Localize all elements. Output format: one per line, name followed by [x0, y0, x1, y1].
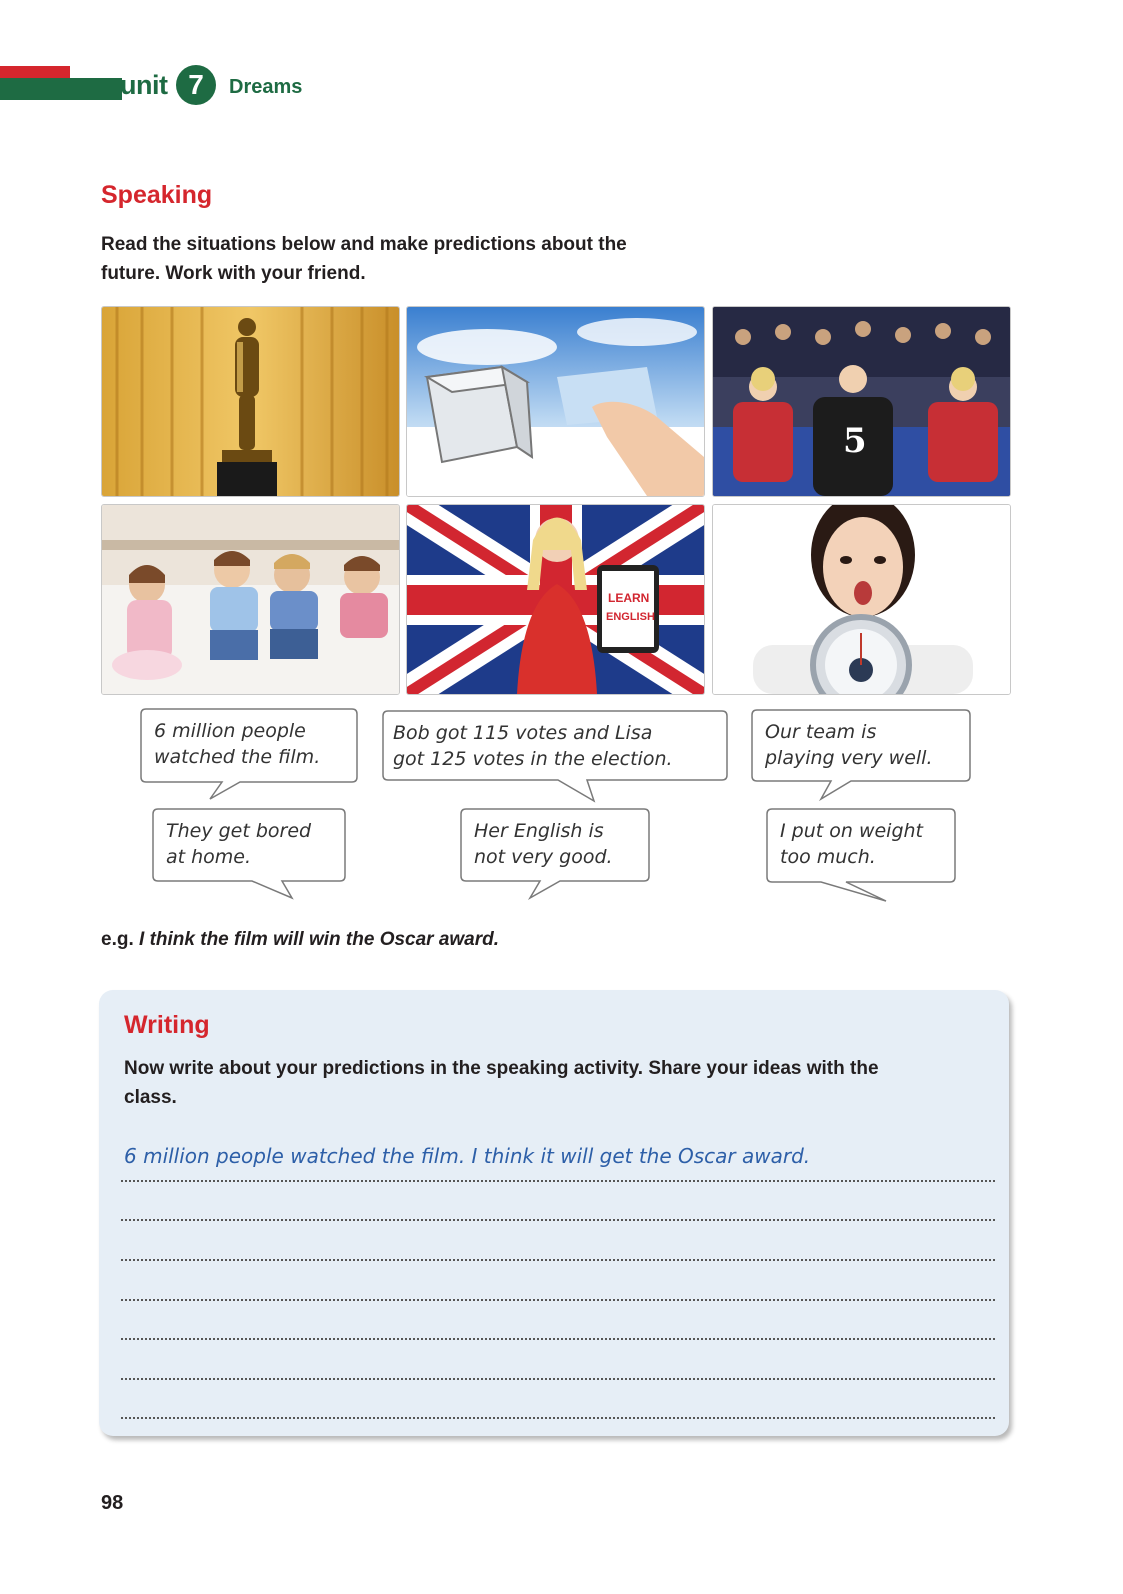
writing-heading: Writing [124, 1011, 210, 1039]
photo-bored-children [101, 504, 400, 695]
bubble-text: They get bored at home. [166, 820, 312, 868]
header-green-bar [0, 78, 122, 100]
jersey-number: 5 [843, 421, 867, 461]
unit-number-badge: 7 [176, 65, 216, 105]
unit-label: unit [120, 70, 168, 100]
speech-bubble [751, 709, 971, 801]
learn-text-line1: LEARN [608, 591, 650, 605]
writing-line[interactable] [121, 1338, 995, 1340]
speech-bubble [140, 708, 358, 800]
unit-title: Dreams [229, 76, 303, 98]
writing-line[interactable] [121, 1417, 995, 1419]
example-sentence [101, 929, 499, 951]
writing-line[interactable] [121, 1219, 995, 1221]
example-prefix: e.g. [101, 929, 134, 950]
page-number: 98 [101, 1492, 124, 1514]
photo-learn-english-girl [406, 504, 705, 695]
bubble-text: I put on weight too much. [780, 820, 924, 868]
learn-text-line2: ENGLISH [606, 611, 655, 623]
writing-line[interactable] [121, 1259, 995, 1261]
photo-woman-on-scale [712, 504, 1011, 695]
speaking-instruction: Read the situations below and make predictions about the future. Work with your friend. [101, 234, 627, 284]
speech-bubble [460, 808, 650, 900]
writing-line[interactable] [121, 1299, 995, 1301]
bubble-text: 6 million people watched the film. [154, 720, 321, 768]
writing-instruction: Now write about your predictions in the speaking activity. Share your ideas with the class. [124, 1058, 879, 1108]
writing-line[interactable] [121, 1180, 995, 1182]
photo-oscar-statue [101, 306, 400, 497]
speaking-heading: Speaking [101, 181, 213, 209]
photo-handball-team [712, 306, 1011, 497]
writing-line[interactable] [121, 1378, 995, 1380]
bubble-text: Bob got 115 votes and Lisa got 125 votes in the election. [393, 722, 673, 770]
photo-ballot-box [406, 306, 705, 497]
example-text: I think the film will win the Oscar award. [139, 929, 500, 950]
bubble-text: Her English is not very good. [474, 820, 613, 868]
writing-answer[interactable]: 6 million people watched the film. I think it will get the Oscar award. [124, 1144, 811, 1168]
bubble-text: Our team is playing very well. [765, 721, 933, 769]
speech-bubble [766, 808, 956, 904]
speech-bubble [152, 808, 346, 900]
speech-bubble [382, 710, 728, 802]
